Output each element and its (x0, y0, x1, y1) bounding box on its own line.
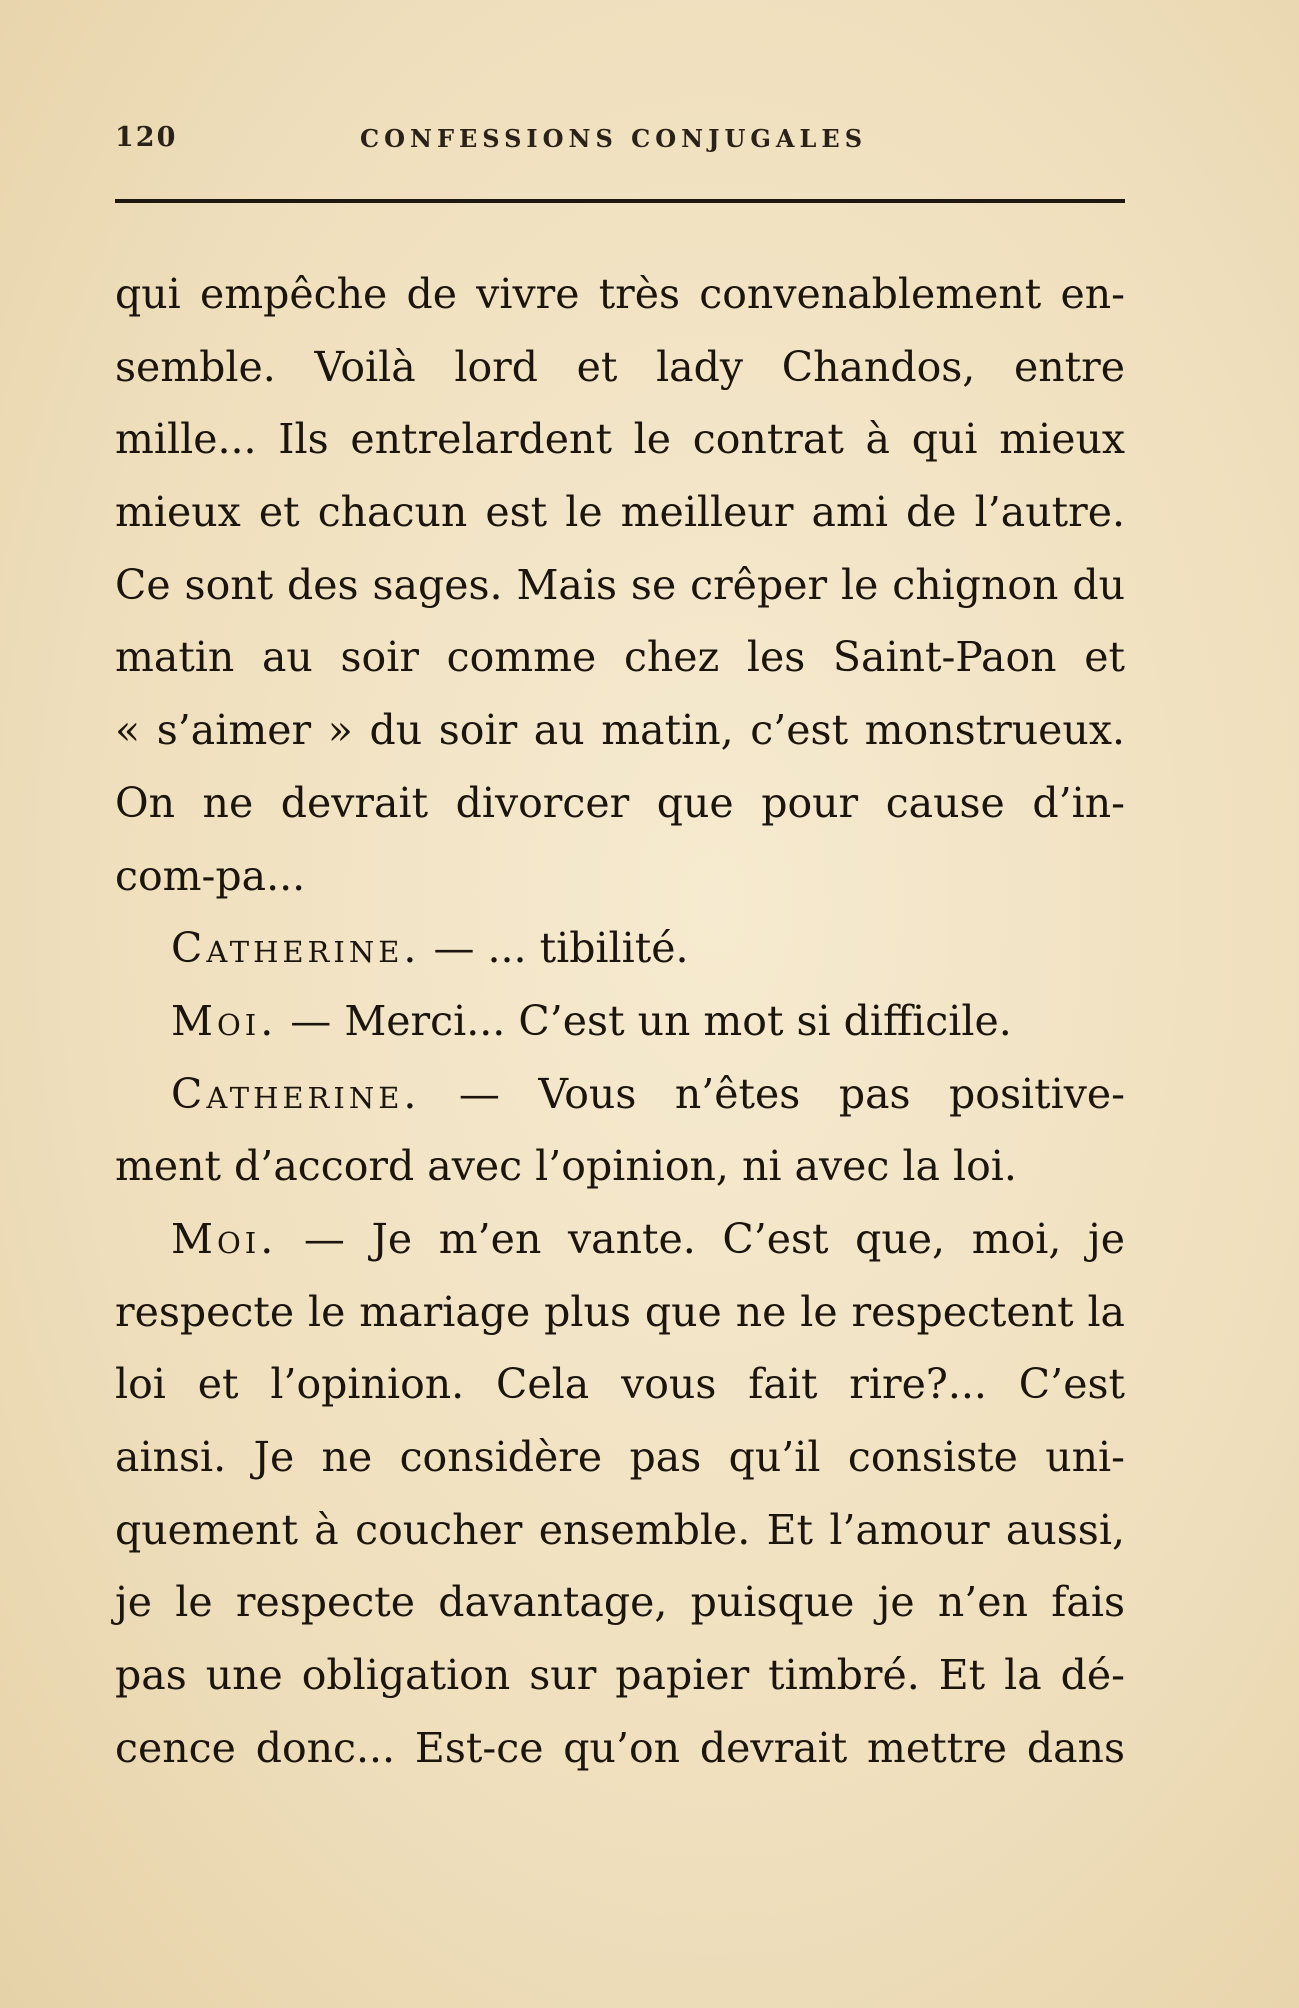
speaker-name: Moi. (171, 996, 278, 1045)
text-line: mille... Ils entrelardent le contrat à qui mieux (115, 415, 1125, 464)
text-line: semble. Voilà lord et lady Chandos, entre (115, 342, 1125, 391)
speaker-name: Catherine. (171, 924, 421, 973)
text-line: ainsi. Je ne considère pas qu’il consiste uni- (115, 1433, 1125, 1481)
text-line: ment d’accord avec l’opinion, ni avec la loi. (115, 1142, 1017, 1191)
text-line: mieux et chacun est le meilleur ami de l’autre. (115, 488, 1125, 537)
text-line: loi et l’opinion. Cela vous fait rire?... C’est (115, 1360, 1125, 1409)
speaker-name: Moi. (171, 1214, 278, 1263)
text-line: On ne devrait divorcer que pour cause d’in- (115, 778, 1125, 827)
page-number: 120 (115, 122, 178, 153)
text-line: pas une obligation sur papier timbré. Et la dé- (115, 1651, 1125, 1700)
dialogue-line: Catherine. — ... tibilité. (171, 924, 689, 973)
dialogue-line: Moi. — Merci... C’est un mot si difficile. (171, 996, 1012, 1045)
text-line: quement à coucher ensemble. Et l’amour aussi, (115, 1505, 1125, 1554)
text-line: respecte le mariage plus que ne le respectent la (115, 1287, 1125, 1336)
text-line: matin au soir comme chez les Saint-Paon et (115, 633, 1125, 682)
body-text (115, 258, 1125, 1784)
text-line: qui empêche de vivre très convenablement en- (115, 270, 1125, 318)
text-line: Ce sont des sages. Mais se crêper le chignon du (115, 560, 1125, 609)
header-rule (115, 199, 1125, 203)
text-line: je le respecte davantage, puisque je n’en fais (115, 1578, 1125, 1627)
dialogue-line: Catherine. — Vous n’êtes pas positive- (171, 1069, 1125, 1118)
dialogue-line: Moi. — Je m’en vante. C’est que, moi, je (171, 1214, 1125, 1263)
text-line: cence donc... Est-ce qu’on devrait mettre dans (115, 1723, 1125, 1772)
text-line: « s’aimer » du soir au matin, c’est monstrueux. (115, 706, 1125, 755)
speaker-name: Catherine. (171, 1069, 421, 1118)
running-title: CONFESSIONS CONJUGALES (360, 124, 868, 153)
running-head (115, 122, 1125, 162)
text-line: com-pa... (115, 851, 306, 900)
